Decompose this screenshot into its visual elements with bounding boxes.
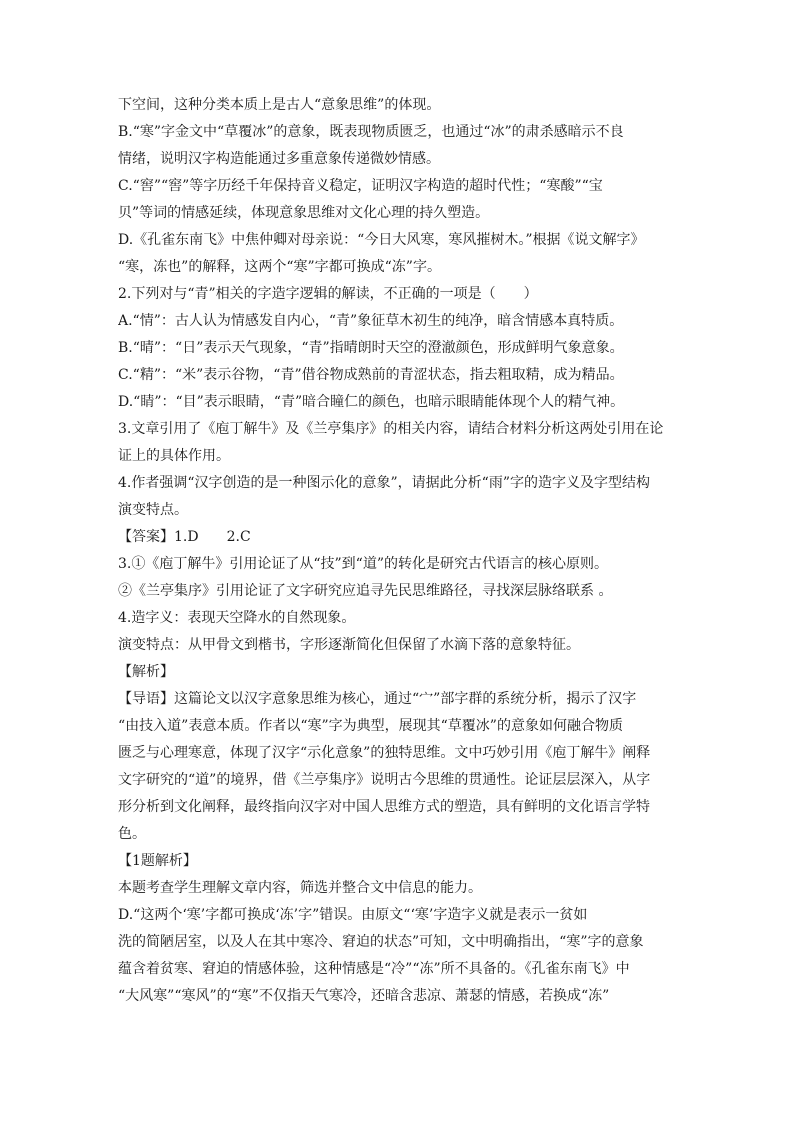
- question-3-stem: 3.文章引用了《庖丁解牛》及《兰亭集序》的相关内容，请结合材料分析这两处引用在论: [118, 421, 664, 437]
- intro-paragraph-line: 文字研究的“道”的境界，借《兰亭集序》说明古今思维的贯通性。论证层层深入，从字: [118, 772, 651, 788]
- intro-paragraph-line: 【导语】这篇论文以汉字意象思维为核心，通过“宀”部字群的系统分析，揭示了汉字: [118, 691, 637, 707]
- answer-3-part-2: ②《兰亭集序》引用论证了文字研究应追寻先民思维路径，寻找深层脉络联系 。: [118, 583, 613, 599]
- text-line: “大风寒”“寒风”的“寒”不仅指天气寒冷，还暗含悲凉、萧瑟的情感，若换成“冻”: [118, 988, 610, 1004]
- answer-heading: 【答案】1.D 2.C: [118, 529, 251, 545]
- text-line: 演变特点。: [118, 502, 188, 518]
- text-line: 下空间，这种分类本质上是古人“意象思维”的体现。: [118, 97, 441, 113]
- document-body: [118, 92, 678, 1010]
- question-2-stem: 2.下列对与“青”相关的字造字逻辑的解读，不正确的一项是（ ）: [118, 286, 538, 302]
- intro-paragraph-line: 匮乏与心理寒意，体现了汉字“示化意象”的独特思维。文中巧妙引用《庖丁解牛》阐释: [118, 745, 651, 761]
- text-line: 本题考查学生理解文章内容，筛选并整合文中信息的能力。: [118, 880, 482, 896]
- option-a: A.“情”：古人认为情感发自内心，“青”象征草木初生的纯净，暗含情感本真特质。: [118, 313, 624, 329]
- intro-paragraph-line: “由技入道”表意本质。作者以“寒”字为典型，展现其“草覆冰”的意象如何融合物质: [118, 718, 623, 734]
- intro-paragraph-line: 色。: [118, 826, 146, 842]
- text-line: 情绪，说明汉字构造能通过多重意象传递微妙情感。: [118, 151, 440, 167]
- text-line: 证上的具体作用。: [118, 448, 230, 464]
- text-line: D.“这两个‘寒’字都可换成‘冻’字”错误。由原文“‘寒’字造字义就是表示一贫如: [118, 907, 588, 923]
- intro-paragraph-line: 形分析到文化阐释，最终指向汉字对中国人思维方式的塑造，具有鲜明的文化语言学特: [118, 799, 650, 815]
- text-line: “寒，冻也”的解释，这两个“寒”字都可换成“冻”字。: [118, 259, 441, 275]
- text-line: 蕴含着贫寒、窘迫的情感体验，这种情感是“冷”“冻”所不具备的。《孔雀东南飞》中: [118, 961, 630, 977]
- question-1-analysis-heading: 【1题解析】: [118, 853, 197, 869]
- option-b: B.“晴”：“日”表示天气现象，“青”指晴朗时天空的澄澈颜色，形成鲜明气象意象。: [118, 340, 624, 356]
- option-d: D.“睛”：“目”表示眼睛，“青”暗合瞳仁的颜色，也暗示眼睛能体现个人的精气神。: [118, 394, 625, 410]
- text-line: 洗的简陋居室，以及人在其中寒冷、窘迫的状态”可知，文中明确指出，“寒”字的意象: [118, 934, 644, 950]
- option-c: C.“精”：“米”表示谷物，“青”借谷物成熟前的青涩状态，指去粗取精，成为精品。: [118, 367, 624, 383]
- answer-4-meaning: 4.造字义：表现天空降水的自然现象。: [118, 610, 356, 626]
- answer-3-part-1: 3.①《庖丁解牛》引用论证了从“技”到“道”的转化是研究古代语言的核心原则。: [118, 556, 608, 572]
- text-line: D.《孔雀东南飞》中焦仲卿对母亲说：“今日大风寒，寒风摧树木。”根据《说文解字》: [118, 232, 645, 248]
- analysis-heading: 【解析】: [118, 664, 174, 680]
- text-line: C.“窖”“窖”等字历经千年保持音义稳定，证明汉字构造的超时代性；“寒酸”“宝: [118, 178, 603, 194]
- question-4-stem: 4.作者强调“汉字创造的是一种图示化的意象”，请据此分析“雨”字的造字义及字型结构: [118, 475, 650, 491]
- text-line: 贝”等词的情感延续，体现意象思维对文化心理的持久塑造。: [118, 205, 490, 221]
- answer-4-evolution: 演变特点：从甲骨文到楷书，字形逐渐简化但保留了水滴下落的意象特征。: [118, 637, 580, 653]
- text-line: B.“寒”字金文中“草覆冰”的意象，既表现物质匮乏，也通过“冰”的肃杀感暗示不良: [118, 124, 624, 140]
